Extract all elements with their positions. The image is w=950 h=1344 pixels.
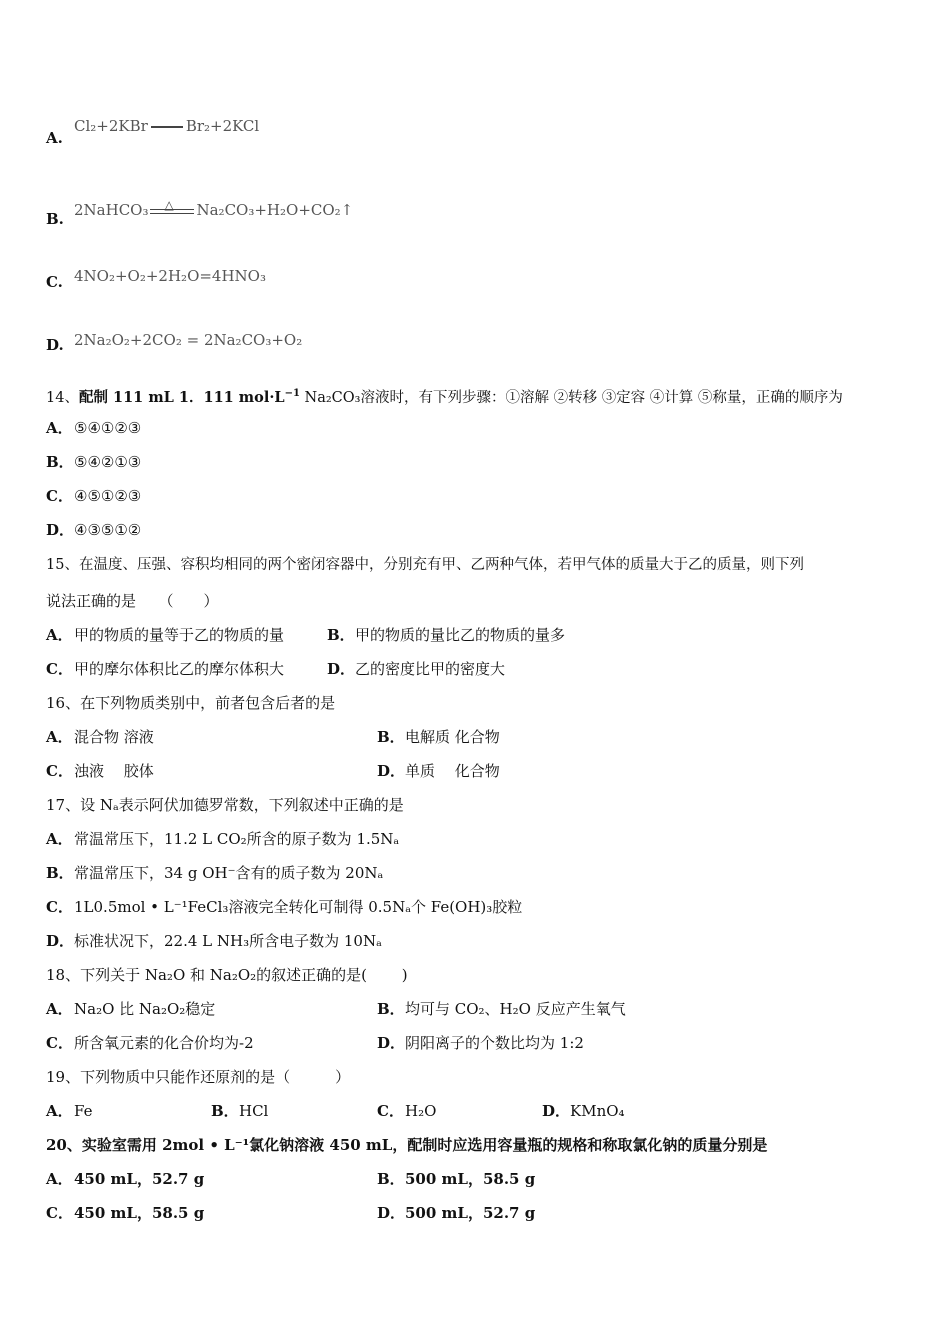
option-text: 450 mL，58.5 g [74,1204,205,1222]
option-text: 1L0.5mol • L⁻¹FeCl₃溶液完全转化可制得 0.5Nₐ个 Fe(OH)₃胶粒 [74,898,523,916]
q13-equation-d: 2Na₂O₂+2CO₂ = 2Na₂CO₃+O₂ [74,331,303,349]
q19-option-b [211,1101,268,1121]
option-label: C． [46,487,73,505]
option-label: D． [46,521,75,539]
question-number: 19、 [46,1068,81,1086]
option-label: D． [377,762,406,780]
q18-option-a [46,999,215,1019]
option-label: A． [46,830,73,848]
option-text: ⑤④①②③ [74,419,142,437]
option-text: HCl [239,1102,269,1120]
option-label: C． [46,762,73,780]
q18-option-c [46,1033,254,1053]
option-text: 500 mL，58.5 g [405,1170,536,1188]
q16-option-d [377,761,500,781]
q18-option-d [377,1033,584,1053]
option-label: B． [46,453,74,471]
option-text: Fe [74,1102,93,1120]
equation-right: Na₂CO₃+H₂O+CO₂↑ [196,201,354,219]
option-label: C． [46,660,73,678]
option-text: 标准状况下，22.4 L NH₃所含电子数为 10Nₐ [74,932,382,950]
q13-equation-b [74,200,353,220]
option-label: A． [46,1102,73,1120]
equation-left: Cl₂+2KBr [74,117,148,135]
stem-text: 在温度、压强、容积均相同的两个密闭容器中，分别充有甲、乙两种气体，若甲气体的质量大于乙的质量，则下列 [78,557,804,573]
option-label: B． [377,1000,405,1018]
stem-text: 在下列物质类别中，前者包含后者的是 [80,694,336,712]
q15-stem-line1 [46,555,804,575]
q14-option-d [46,520,141,540]
q20-stem [46,1135,767,1155]
option-label: C. [46,273,63,291]
option-label: C． [46,898,73,916]
q16-option-a [46,727,154,747]
stem-part-b: Na₂CO₃溶液时，有下列步骤：①溶解 ②转移 ③定容 ④计算 ⑤称量，正确的顺序为 [299,389,843,406]
option-label: D． [542,1102,571,1120]
option-text: 乙的密度比甲的密度大 [355,660,506,678]
option-text: 甲的物质的量等于乙的物质的量 [74,626,285,644]
option-label: D. [46,336,64,354]
q13-option-c [46,272,74,292]
option-text: 混合物 溶液 [74,728,154,746]
q20-option-a [46,1169,204,1189]
q14-option-c [46,486,141,506]
option-text: ④⑤①②③ [74,487,142,505]
stem-superscript: −1 [284,388,300,399]
option-label: A． [46,626,73,644]
q20-option-c [46,1203,204,1223]
option-label: C． [46,1034,73,1052]
option-label: B． [327,626,355,644]
question-number: 15、 [46,557,79,573]
q19-option-d [542,1101,625,1121]
q14-stem [46,384,843,408]
option-label: D． [377,1034,406,1052]
q16-stem [46,693,335,713]
stem-text: 实验室需用 2mol • L⁻¹氯化钠溶液 450 mL，配制时应选用容量瓶的规格和称取氯化钠的质量分别是 [81,1136,768,1154]
q16-option-b [377,727,500,747]
option-label: A. [46,129,63,147]
option-text: 常温常压下，11.2 L CO₂所含的原子数为 1.5Nₐ [74,830,400,848]
option-label: D． [46,932,75,950]
stem-part-a: 配制 111 mL 1．111 mol·L [78,388,285,406]
q20-option-d [377,1203,535,1223]
reaction-line [151,126,183,128]
question-number: 17、 [46,796,81,814]
q13-equation-a [74,116,259,136]
option-label: A． [46,1000,73,1018]
question-number: 18、 [46,966,81,984]
stem-text: 设 Nₐ表示阿伏加德罗常数，下列叙述中正确的是 [80,796,404,814]
option-text: KMnO₄ [570,1102,625,1120]
option-label: D． [377,1204,406,1222]
option-text: ⑤④②①③ [74,453,142,471]
equation-left: 2NaHCO₃ [74,201,149,219]
q18-option-b [377,999,626,1019]
option-text: 阴阳离子的个数比均为 1:2 [405,1034,584,1052]
question-number: 16、 [46,694,81,712]
option-text: H₂O [405,1102,437,1120]
q13-option-b [46,209,74,229]
question-number: 20、 [46,1136,82,1154]
option-text: 均可与 CO₂、H₂O 反应产生氧气 [405,1000,626,1018]
q13-option-a [46,128,74,148]
heat-triangle-icon: △ [164,198,174,212]
option-text: Na₂O 比 Na₂O₂稳定 [74,1000,216,1018]
q17-option-a [46,829,399,849]
stem-text: 下列关于 Na₂O 和 Na₂O₂的叙述正确的是( ) [80,966,408,984]
option-label: A． [46,419,73,437]
option-text: 450 mL，52.7 g [74,1170,205,1188]
option-label: C． [377,1102,404,1120]
q16-option-c [46,761,154,781]
q15-option-c [46,659,284,679]
q19-option-a [46,1101,92,1121]
q15-option-b [327,625,565,645]
equation-right: Br₂+2KCl [185,117,260,135]
option-label: B． [46,864,74,882]
q18-stem [46,965,408,985]
option-label: C． [46,1204,73,1222]
q15-option-a [46,625,284,645]
option-label: B． [377,728,405,746]
q17-option-d [46,931,382,951]
option-text: 所含氧元素的化合价均为-2 [74,1034,254,1052]
option-label: B． [211,1102,239,1120]
question-number: 14、 [46,389,79,406]
stem-text: 下列物质中只能作还原剂的是（ ） [80,1068,351,1086]
q15-option-d [327,659,505,679]
option-label: B. [46,210,64,228]
option-label: D． [327,660,356,678]
q13-option-d [46,335,74,355]
q15-stem-line2: 说法正确的是 （ ） [46,592,219,610]
q20-option-b [377,1169,535,1189]
heat-condition-sign [150,198,194,217]
q19-stem [46,1067,350,1087]
option-text: 浊液 胶体 [74,762,154,780]
q17-option-b [46,863,383,883]
option-label: A． [46,728,73,746]
q14-option-a [46,418,141,438]
option-label: A． [46,1170,73,1188]
option-text: 单质 化合物 [405,762,500,780]
option-text: 甲的物质的量比乙的物质的量多 [355,626,566,644]
option-label: B． [377,1170,405,1188]
option-text: 500 mL，52.7 g [405,1204,536,1222]
q14-option-b [46,452,141,472]
q13-equation-c: 4NO₂+O₂+2H₂O=4HNO₃ [74,267,266,285]
q17-stem [46,795,404,815]
option-text: 甲的摩尔体积比乙的摩尔体积大 [74,660,285,678]
option-text: 常温常压下，34 g OH⁻含有的质子数为 20Nₐ [74,864,384,882]
q19-option-c [377,1101,436,1121]
q17-option-c [46,897,522,917]
option-text: ④③⑤①② [74,521,142,539]
option-text: 电解质 化合物 [405,728,500,746]
